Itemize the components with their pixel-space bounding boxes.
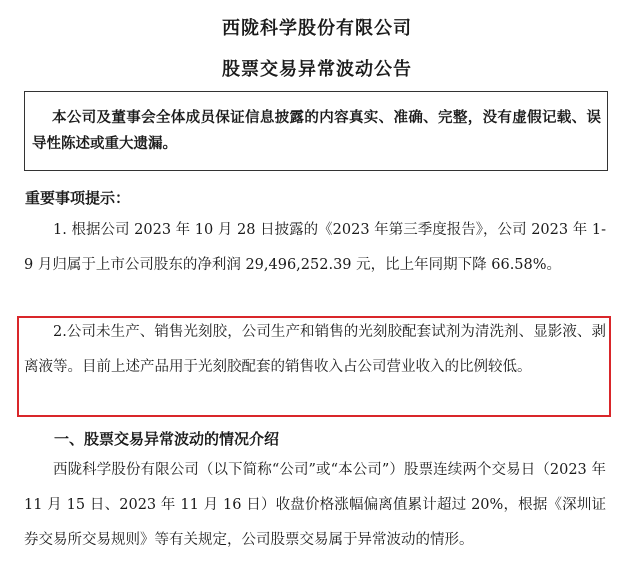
announcement-title: 股票交易异常波动公告 — [222, 59, 412, 80]
section-1-heading: 一、股票交易异常波动的情况介绍 — [54, 430, 280, 448]
disclaimer-box — [24, 91, 608, 171]
important-notice-heading: 重要事项提示： — [25, 189, 131, 207]
disclaimer-line-1: 本公司及董事会全体成员保证信息披露的内容真实、准确、完整，没有虚假记载、误 — [52, 109, 601, 126]
company-name: 西陇科学股份有限公司 — [222, 18, 412, 39]
disclaimer-line-2: 导性陈述或重大遗漏。 — [32, 135, 177, 152]
section-1-body: 西陇科学股份有限公司（以下简称“公司”或“本公司”）股票连续两个交易日（2023 年 11 月 15 日、2023 年 11 月 16 日）收盘价格涨幅偏离值累计超过 20%，根据《深圳证券交易所交易规则》等有关规定，公司股票交易属于异常波动的情形。 — [24, 462, 606, 548]
notice-item-1: 1. 根据公司 2023 年 10 月 28 日披露的《2023 年第三季度报告》，公司 2023 年 1-9 月归属于上市公司股东的净利润 29,496,252.39 元，比上年同期下降 66.58%。 — [24, 222, 606, 273]
notice-item-2: 2.公司未生产、销售光刻胶，公司生产和销售的光刻胶配套试剂为清洗剂、显影液、剥离液等。目前上述产品用于光刻胶配套的销售收入占公司营业收入的比例较低。 — [24, 324, 606, 375]
